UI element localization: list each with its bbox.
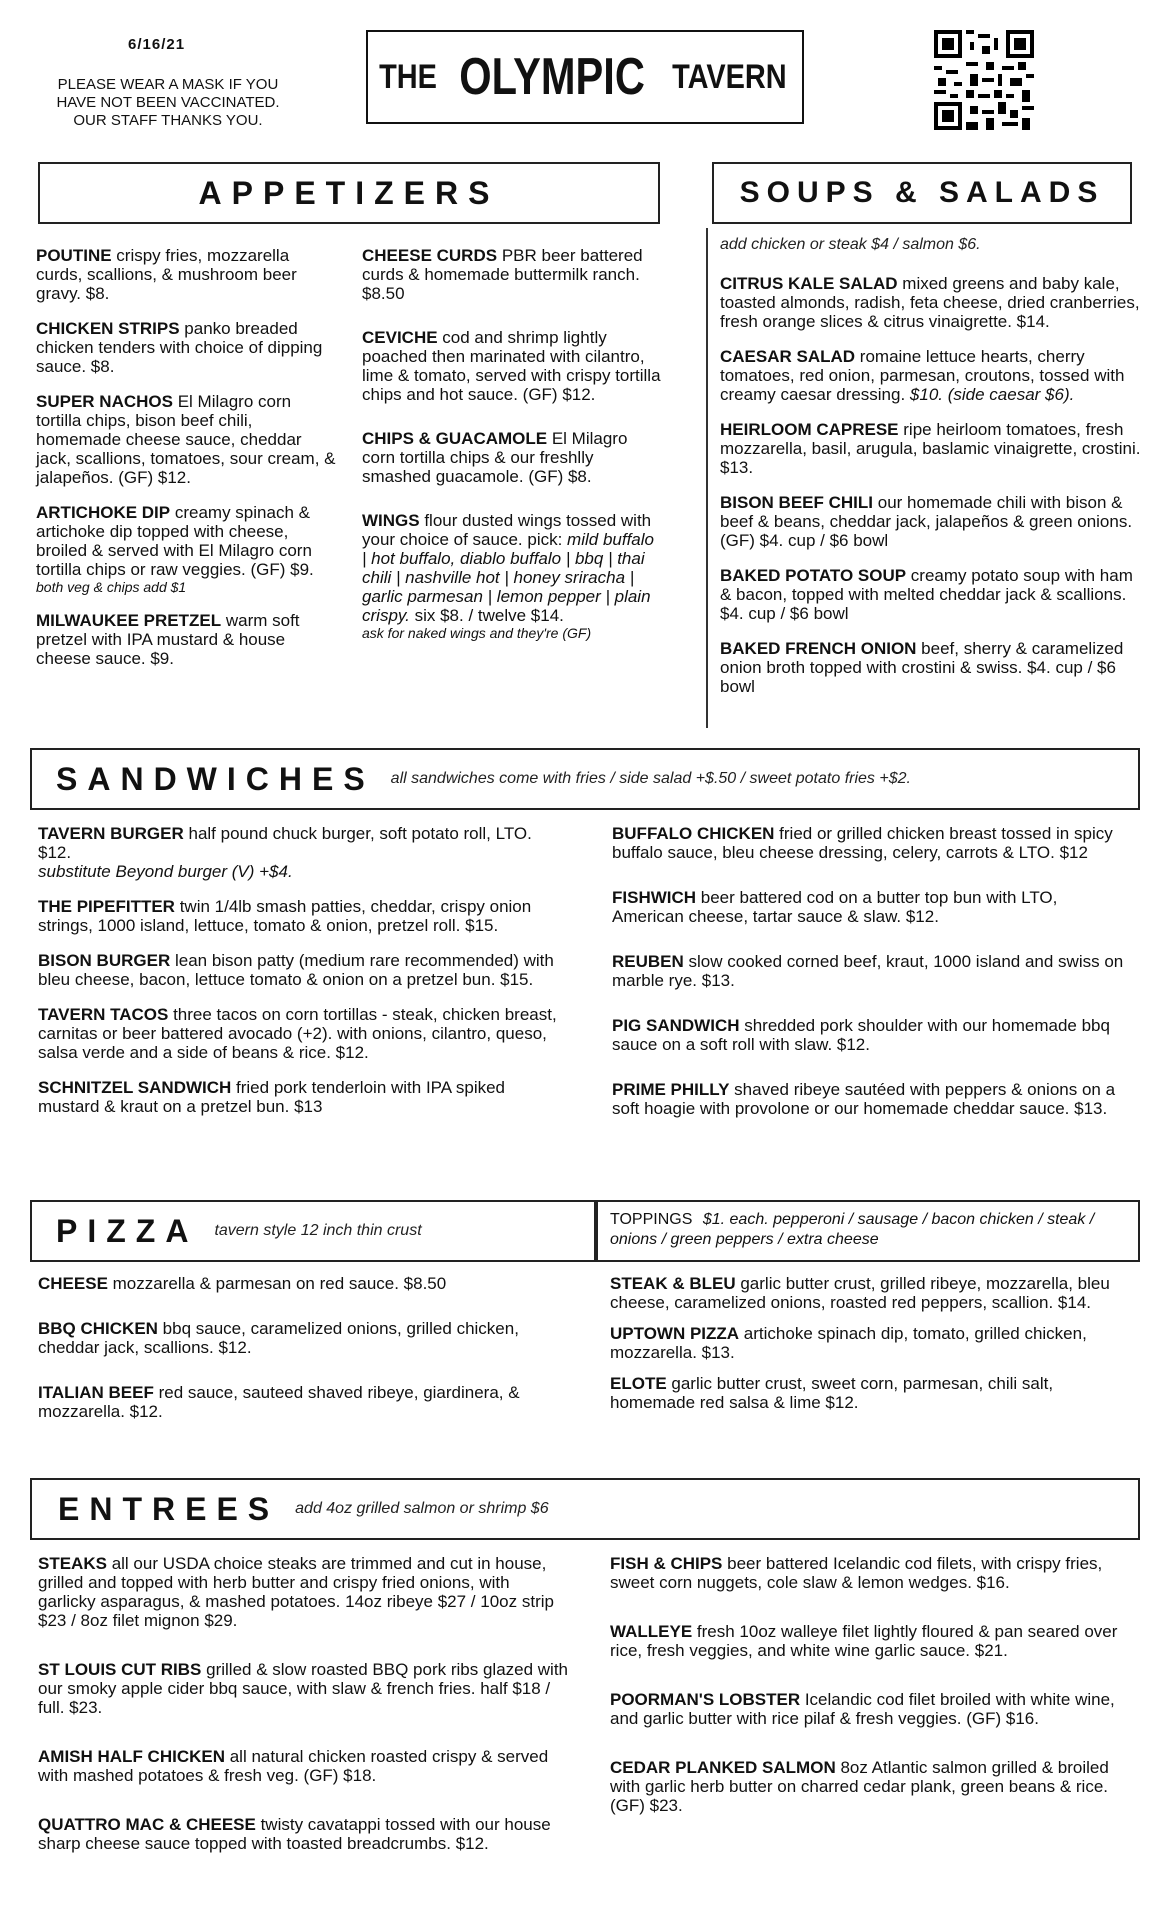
entrees-column-2 xyxy=(610,1554,1136,1831)
menu-item: BISON BEEF CHILI our homemade chili with bison & beef & beans, cheddar jack, jalapeños & green onions. (GF) $4. cup / $6 bowl xyxy=(720,493,1133,550)
menu-item: CHICKEN STRIPS panko breaded chicken tenders with choice of dipping sauce. $8. xyxy=(36,319,323,376)
menu-item: FISH & CHIPS beer battered Icelandic cod filets, with crispy fries, sweet corn nuggets, cole slaw & lemon wedges. $16. xyxy=(610,1554,1103,1592)
mask-notice: PLEASE WEAR A MASK IF YOU HAVE NOT BEEN VACCINATED. OUR STAFF THANKS YOU. xyxy=(56,76,280,129)
qr-code-icon[interactable] xyxy=(934,30,1034,130)
pizza-column-1 xyxy=(38,1274,558,1437)
menu-date: 6/16/21 xyxy=(128,36,186,53)
menu-item: STEAKS all our USDA choice steaks are trimmed and cut in house, grilled and topped with herb butter and crispy fried onions, with garlicky asparagus, & mashed potatoes. 14oz ribeye $27 / 10oz strip $23 / 8oz filet mignon $29. xyxy=(38,1554,554,1630)
soups-column xyxy=(720,274,1144,712)
menu-item: CEVICHE cod and shrimp lightly poached then marinated with cilantro, lime & tomato, served with crispy tortilla chips and hot sauce. (GF) $12. xyxy=(362,328,661,404)
sandwiches-header xyxy=(30,748,1140,810)
menu-item: POUTINE crispy fries, mozzarella curds, scallions, & mushroom beer gravy. $8. xyxy=(36,246,297,303)
menu-item: ST LOUIS CUT RIBS grilled & slow roasted BBQ pork ribs glazed with our smoky apple cider bbq sauce, with slaw & french fries. half $18 / full. $23. xyxy=(38,1660,569,1717)
menu-item: CHEESE CURDS PBR beer battered curds & homemade buttermilk ranch. $8.50 xyxy=(362,246,643,303)
entrees-title: ENTREES xyxy=(58,1490,280,1527)
menu-item: FISHWICH beer battered cod on a butter top bun with LTO, American cheese, tartar sauce & slaw. $12. xyxy=(612,888,1058,926)
logo-olympic: OLYMPIC xyxy=(458,48,645,106)
menu-item: BBQ CHICKEN bbq sauce, caramelized onions, grilled chicken, cheddar jack, scallions. $12. xyxy=(38,1319,519,1357)
menu-item: BUFFALO CHICKEN fried or grilled chicken breast tossed in spicy buffalo sauce, bleu cheese dressing, celery, carrots & LTO. $12 xyxy=(612,824,1113,862)
menu-item: MILWAUKEE PRETZEL warm soft pretzel with IPA mustard & house cheese sauce. $9. xyxy=(36,611,300,668)
menu-item: CEDAR PLANKED SALMON 8oz Atlantic salmon grilled & broiled with garlic herb butter on charred cedar plank, green beans & rice. (GF) $23. xyxy=(610,1758,1109,1815)
menu-item: ARTICHOKE DIP creamy spinach & artichoke dip topped with cheese, broiled & served with El Milagro corn tortilla chips or raw veggies. (GF) $9. both veg & chips add $1 xyxy=(36,503,314,595)
menu-item: STEAK & BLEU garlic butter crust, grilled ribeye, mozzarella, bleu cheese, caramelized onions, roasted red peppers, scallion. $14. xyxy=(610,1274,1110,1312)
menu-item: BISON BURGER lean bison patty (medium rare recommended) with bleu cheese, bacon, lettuce tomato & onion on a pretzel bun. $15. xyxy=(38,951,554,989)
menu-item: SCHNITZEL SANDWICH fried pork tenderloin with IPA spiked mustard & kraut on a pretzel bun. $13 xyxy=(38,1078,506,1116)
menu-item: QUATTRO MAC & CHEESE twisty cavatappi tossed with our house sharp cheese sauce topped with toasted breadcrumbs. $12. xyxy=(38,1815,551,1853)
entrees-column-1 xyxy=(38,1554,568,1869)
soups-note: add chicken or steak $4 / salmon $6. xyxy=(720,236,981,253)
menu-item: TAVERN TACOS three tacos on corn tortillas - steak, chicken breast, carnitas or beer battered avocado (+2). with onions, cilantro, queso, salsa verde and a side of beans & rice. $12. xyxy=(38,1005,557,1062)
appetizers-title: APPETIZERS xyxy=(198,174,500,211)
menu-item: POORMAN'S LOBSTER Icelandic cod filet broiled with white wine, and garlic butter with rice pilaf & fresh veggies. (GF) $16. xyxy=(610,1690,1115,1728)
menu-item: CHEESE mozzarella & parmesan on red sauce. $8.50 xyxy=(38,1274,447,1293)
menu-item: AMISH HALF CHICKEN all natural chicken roasted crispy & served with mashed potatoes & fresh veg. (GF) $18. xyxy=(38,1747,549,1785)
soups-header xyxy=(712,162,1132,224)
menu-item: CHIPS & GUACAMOLE El Milagro corn tortilla chips & our freshlly smashed guacamole. (GF) $8. xyxy=(362,429,628,486)
sandwiches-column-2 xyxy=(612,824,1132,1134)
menu-item: PRIME PHILLY shaved ribeye sautéed with peppers & onions on a soft hoagie with provolone or our homemade cheddar sauce. $13. xyxy=(612,1080,1116,1118)
menu-item: ITALIAN BEEF red sauce, sauteed shaved ribeye, giardinera, & mozzarella. $12. xyxy=(38,1383,520,1421)
menu-item: WINGS flour dusted wings tossed with your choice of sauce. pick: mild buffalo | hot buffalo, diablo buffalo | bbq | thai chili | nashville hot | honey sriracha | garlic parmesan | lemon pepper | plain crispy. six $8. / twelve $14. ask for naked wings and they're (GF) xyxy=(362,511,654,641)
sandwiches-note: all sandwiches come with fries / side salad +$.50 / sweet potato fries +$2. xyxy=(390,770,911,787)
pizza-column-2 xyxy=(610,1274,1136,1428)
entrees-header xyxy=(30,1478,1140,1540)
soups-title: SOUPS & SALADS xyxy=(739,176,1105,209)
menu-item: REUBEN slow cooked corned beef, kraut, 1000 island and swiss on marble rye. $13. xyxy=(612,952,1124,990)
appetizers-header xyxy=(38,162,660,224)
menu-item: BAKED POTATO SOUP creamy potato soup with ham & bacon, topped with melted cheddar jack & scallions. $4. cup / $6 bowl xyxy=(720,566,1133,623)
menu-item: UPTOWN PIZZA artichoke spinach dip, tomato, grilled chicken, mozzarella. $13. xyxy=(610,1324,1087,1362)
pizza-header xyxy=(30,1200,596,1262)
entrees-note: add 4oz grilled salmon or shrimp $6 xyxy=(295,1500,549,1517)
pizza-toppings xyxy=(596,1200,1140,1262)
menu-item: SUPER NACHOS El Milagro corn tortilla chips, bison beef chili, homemade cheese sauce, cheddar jack, scallions, tomatoes, sour cream, & jalapeños. (GF) $12. xyxy=(36,392,336,487)
menu-item: HEIRLOOM CAPRESE ripe heirloom tomatoes, fresh mozzarella, basil, arugula, baslamic vinaigrette, crostini. $13. xyxy=(720,420,1141,477)
logo-tavern: TAVERN xyxy=(671,57,787,96)
pizza-note: tavern style 12 inch thin crust xyxy=(214,1222,422,1239)
menu-item: WALLEYE fresh 10oz walleye filet lightly floured & pan seared over rice, fresh veggies, and white wine garlic sauce. $21. xyxy=(610,1622,1118,1660)
menu-item: CAESAR SALAD romaine lettuce hearts, cherry tomatoes, red onion, parmesan, croutons, tossed with creamy caesar dressing. $10. (side caesar $6). xyxy=(720,347,1125,404)
pizza-title: PIZZA xyxy=(56,1212,199,1249)
menu-item: BAKED FRENCH ONION beef, sherry & caramelized onion broth topped with crostini & swiss. $4. cup / $6 bowl xyxy=(720,639,1124,696)
menu-item: ELOTE garlic butter crust, sweet corn, parmesan, chili salt, homemade red salsa & lime $12. xyxy=(610,1374,1054,1412)
menu-item: THE PIPEFITTER twin 1/4lb smash patties, cheddar, crispy onion strings, 1000 island, lettuce, tomato & onion, pretzel roll. $15. xyxy=(38,897,532,935)
menu-item: CITRUS KALE SALAD mixed greens and baby kale, toasted almonds, radish, feta cheese, dried cranberries, fresh orange slices & citrus vinaigrette. $14. xyxy=(720,274,1140,331)
logo xyxy=(366,30,804,124)
toppings-list: $1. each. pepperoni / sausage / bacon chicken / steak / onions / green peppers / extra cheese xyxy=(610,1211,1095,1248)
menu-item: TAVERN BURGER half pound chuck burger, soft potato roll, LTO. $12. substitute Beyond burger (V) +$4. xyxy=(38,824,532,881)
sandwiches-title: SANDWICHES xyxy=(56,760,375,797)
appetizers-column-1 xyxy=(36,246,336,684)
sandwiches-column-1 xyxy=(38,824,558,1132)
divider xyxy=(706,228,708,728)
menu-item: PIG SANDWICH shredded pork shoulder with our homemade bbq sauce on a soft roll with slaw. $12. xyxy=(612,1016,1110,1054)
toppings-label: TOPPINGS xyxy=(610,1211,693,1228)
appetizers-column-2 xyxy=(362,246,662,657)
logo-the: THE xyxy=(378,57,437,96)
